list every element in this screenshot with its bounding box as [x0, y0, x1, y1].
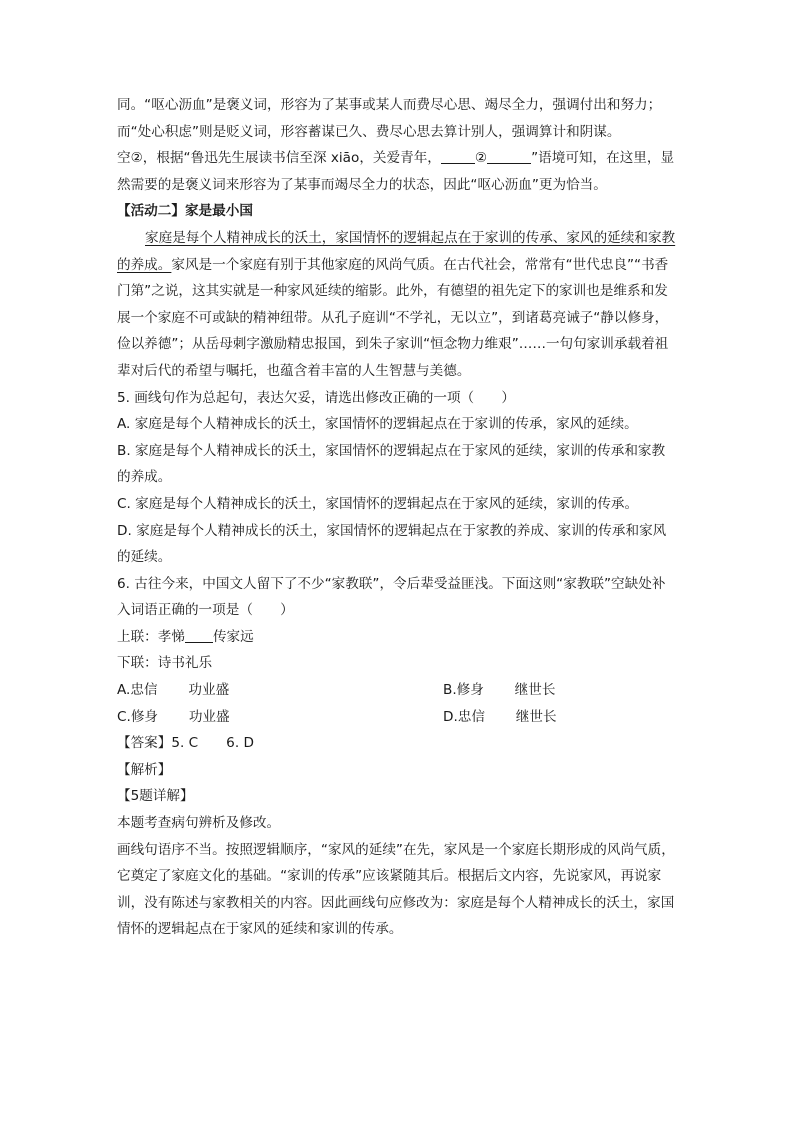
couplet-blank — [185, 628, 213, 643]
q6-option-b — [443, 677, 589, 704]
q6-option-d — [443, 704, 590, 731]
option-letter: C. — [117, 708, 131, 725]
document-page — [117, 92, 677, 943]
q6-options-row-1 — [117, 677, 677, 704]
q6-options-row-2 — [117, 704, 677, 731]
question-5-stem: 5. 画线句作为总起句，表达欠妥，请选出修改正确的一项（ ） — [117, 389, 515, 406]
q5-option-a: A. 家庭是每个人精神成长的沃土，家国情怀的逻辑起点在于家训的传承，家风的延续。 — [117, 416, 638, 433]
option-word-2: 继世长 — [515, 708, 557, 725]
q6-option-c — [117, 704, 443, 731]
analysis-subheading: 【5题详解】 — [117, 788, 194, 805]
option-word-1: 忠信 — [457, 708, 485, 725]
answer-line — [117, 730, 677, 757]
option-letter: D. — [443, 708, 458, 725]
answer-label: 【答案】 — [117, 735, 172, 752]
option-word-1: 修身 — [130, 708, 159, 725]
q5-option-d: D. 家庭是每个人精神成长的沃土，家国情怀的逻辑起点在于家教的养成、家训的传承和家风的延续。 — [117, 522, 667, 566]
option-word-2: 继世长 — [514, 682, 556, 699]
analysis-intro: 本题考查病句辨析及修改。 — [117, 815, 281, 832]
question-6-stem: 6. 古往今来，中国文人留下了不少“家教联”，令后辈受益匪浅。下面这则“家教联”空缺处补入词语正确的一项是（ ） — [117, 575, 666, 619]
option-word-2: 功业盛 — [188, 682, 230, 699]
intro-paragraph: 同。“呕心沥血”是褒义词，形容为了某事或某人而费尽心思、竭尽全力，强调付出和努力；而“处心积虑”则是贬义词，形容蓄谋已久、费尽心思去算计别人，强调算计和阴谋。 — [117, 97, 662, 140]
activity-heading: 【活动二】家是最小国 — [117, 203, 253, 220]
couplet-upper-label: 上联：孝悌 — [117, 628, 185, 645]
blank-line — [487, 149, 531, 164]
blank-marker: ② — [474, 150, 488, 167]
underlined-sentence: 家庭是每个人精神成长的沃土，家国情怀的逻辑起点在于家训的传承、家风的延续和家教的养成。 — [117, 229, 676, 273]
blank-line — [441, 149, 475, 164]
q6-option-a — [117, 677, 443, 704]
option-letter: A. — [117, 682, 131, 699]
activity-passage — [117, 225, 677, 385]
q5-option-b: B. 家庭是每个人精神成长的沃土，家国情怀的逻辑起点在于家风的延续，家训的传承和家教的养成。 — [117, 442, 666, 486]
analysis-body: 画线句语序不当。按照逻辑顺序，“家风的延续”在先，家风是一个家庭长期形成的风尚气质，它奠定了家庭文化的基础。“家训的传承”应该紧随其后。根据后文内容，先说家风，再说家训，没有陈述与家教相关的内容。因此画线句应修改为：家庭是每个人精神成长的沃土，家国情怀的逻辑起点在于家风的延续和家训的传承。 — [117, 841, 675, 938]
option-word-1: 修身 — [456, 682, 484, 699]
q5-option-c: C. 家庭是每个人精神成长的沃土，家国情怀的逻辑起点在于家风的延续，家训的传承。 — [117, 495, 639, 512]
option-letter: B. — [443, 682, 457, 699]
analysis-heading: 【解析】 — [117, 761, 172, 778]
couplet-lower: 下联：诗书礼乐 — [117, 655, 213, 672]
option-word-1: 忠信 — [130, 682, 158, 699]
couplet-upper-tail: 传家远 — [212, 628, 254, 645]
intro-text-before: 空②，根据“鲁迅先生展读书信至深 xiāo，关爱青年， — [117, 150, 441, 167]
answer-5: 5. C — [171, 735, 199, 752]
couplet-upper — [117, 624, 677, 651]
passage-rest: 家风是一个家庭有别于其他家庭的风尚气质。在古代社会，常常有“世代忠良”“书香门第”之说，这其实就是一种家风延续的缩影。此外，有德望的祖先定下的家训也是维系和发展一个家庭不可或缺的精神纽带。从孔子庭训“不学礼，无以立”，到诸葛亮诫子“静以修身，俭以养德”；从岳母刺字激励精忠报国，到朱子家训“恒念物力维艰”……一句句家训承载着祖辈对后代的希望与嘱托，也蕴含着丰富的人生智慧与美德。 — [117, 256, 669, 379]
answer-6: 6. D — [226, 735, 254, 752]
option-word-2: 功业盛 — [188, 708, 230, 725]
intro-blank-paragraph — [117, 145, 677, 198]
intro-text-after: ”语境可知，在这里，显然需要的是褒义词来形容为了某事而竭尽全力的状态，因此“呕心沥血”更为恰当。 — [117, 150, 675, 193]
